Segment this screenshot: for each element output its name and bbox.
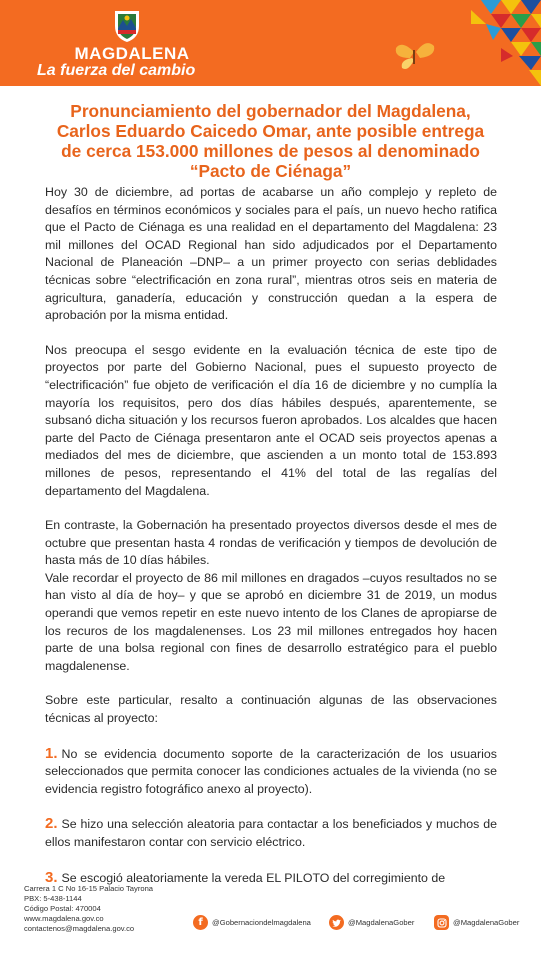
item-number: 1. (45, 744, 58, 762)
item-number: 3. (45, 868, 58, 886)
coat-of-arms-icon (112, 8, 142, 44)
paragraph: Vale recordar el proyecto de 86 mil millones en dragados –cuyos resultados no se han visto al día de hoy– y que se aprobó en diciembre 31 de 2019, un modus operandi que vemos repetir en este nuevo intento de los Clanes de apropiarse de los recuros de los magdalenenses. Los 23 mil millones entregados hoy hacen parte de una bolsa regional con fines de desarrollo estratégico para el pueblo magdalenense. (45, 570, 497, 673)
paragraph: Sobre este particular, resalto a continuación algunas de las observaciones técnicas al proyecto: (45, 693, 497, 726)
item-text: Se hizo una selección aleatoria para contactar a los beneficiados y muchos de ellos manifestaron contar con servicio eléctrico. (45, 817, 497, 849)
facebook-icon: f (193, 915, 208, 930)
paragraph: Nos preocupa el sesgo evidente en la evaluación técnica de este tipo de proyectos por parte del Gobierno Nacional, pues el supuesto proyecto de “electrificación” fue objeto de verificación el día 16 de diciembre y no cumplía la mayoría los requisitos, pero dos días hábiles después, aparentemente, se subsanó dicha situación y los recursos fueron aprobados. Los alcaldes que hacen parte del Pacto de Ciénaga presentaron ante el OCAD seis proyectos apenas a mediados del mes de diciembre, que ascienden a un monto total de 153.893 millones de pesos, representando el 41% del total de las regalías del departamento del Magdalena. (45, 342, 497, 498)
paragraph: Hoy 30 de diciembre, ad portas de acabarse un año complejo y repleto de desafíos en términos económicos y sociales para el país, un nuevo hecho ratifica que el Pacto de Ciénaga es una realidad en el departamento del Magdalena: 23 mil millones del OCAD Regional han sido adjudicados por el Departamento Nacional de Planeación –DNP– a un primer proyecto con serias deblidades técnicas sobre “electrificación en zona rural”, mientras otros seis en materia de agricultura, ganadería, educación y construcción quedan a la espera de aprobación por la misma entidad. (45, 185, 497, 323)
website-link[interactable]: www.magdalena.gov.co (24, 914, 104, 923)
butterfly-icon (392, 38, 438, 74)
title-line: Pronunciamiento del gobernador del Magdalena, (70, 101, 471, 121)
phone-line: PBX: 5-438-1144 (24, 894, 82, 903)
paragraph: En contraste, la Gobernación ha presentado proyectos diversos desde el mes de octubre que presentan hasta 4 rondas de verificación y tiempos de devolución de hasta más de 10 días hábiles. (45, 518, 497, 568)
title-line: de cerca 153.000 millones de pesos al denominado (61, 141, 480, 161)
brand-slogan: La fuerza del cambio (37, 62, 196, 79)
document-body (45, 184, 497, 904)
footer-address (24, 884, 153, 934)
item-number: 2. (45, 815, 58, 833)
instagram-link[interactable] (434, 915, 519, 930)
facebook-handle: @Gobernaciondelmagdalena (212, 918, 311, 927)
address-line: Carrera 1 C No 16-15 Palacio Tayrona (24, 884, 154, 893)
list-item (45, 815, 497, 851)
postal-code-line: Código Postal: 470004 (24, 904, 101, 913)
header-banner (0, 0, 541, 86)
title-line: “Pacto de Ciénaga” (189, 161, 352, 181)
twitter-icon (329, 915, 344, 930)
brand-name: MAGDALENA (74, 44, 190, 63)
facebook-link[interactable] (193, 915, 311, 930)
list-item (45, 745, 497, 799)
title-line: Carlos Eduardo Caicedo Omar, ante posible entrega (56, 121, 485, 141)
item-text: No se evidencia documento soporte de la caracterización de los usuarios seleccionados que permita conocer las condiciones actuales de la vivienda (no se evidencia registro fotográfico anexo al proyecto). (45, 746, 497, 796)
instagram-icon (434, 915, 449, 930)
twitter-handle: @MagdalenaGober (348, 918, 415, 927)
instagram-handle: @MagdalenaGober (453, 918, 520, 927)
twitter-link[interactable] (329, 915, 414, 930)
decorative-mosaic (441, 0, 541, 86)
document-title (30, 101, 511, 181)
item-text: Se escogió aleatoriamente la vereda EL PILOTO del corregimiento de (61, 870, 446, 885)
email-link[interactable]: contactenos@magdalena.gov.co (24, 924, 135, 933)
